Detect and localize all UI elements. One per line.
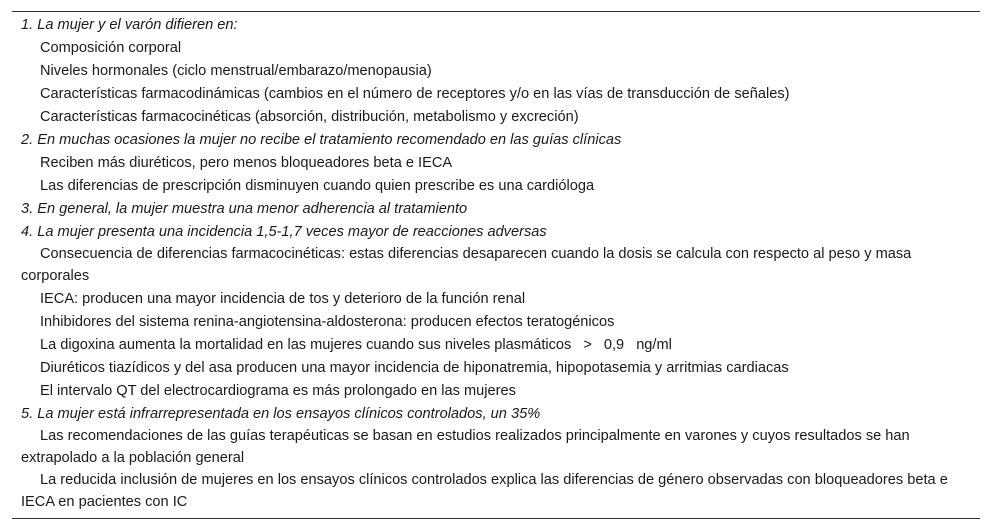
- digoxin-operator: >: [583, 337, 592, 353]
- list-item: Inhibidores del sistema renina-angiotensina-aldosterona: producen efectos teratogénicos: [40, 314, 615, 330]
- section-heading-1: 1. La mujer y el varón difieren en:: [21, 17, 238, 33]
- section-heading-3: 3. En general, la mujer muestra una menor adherencia al tratamiento: [21, 201, 468, 217]
- list-item: Niveles hormonales (ciclo menstrual/embarazo/menopausia): [40, 63, 432, 79]
- list-item: IECA: producen una mayor incidencia de tos y deterioro de la función renal: [40, 291, 526, 307]
- digoxin-value: 0,9: [603, 337, 625, 353]
- digoxin-text: La digoxina aumenta la mortalidad en las mujeres cuando sus niveles plasmáticos: [40, 337, 572, 353]
- list-item: La reducida inclusión de mujeres en los ensayos clínicos controlados explica las diferencias de género observadas con bloqueadores beta e IECA en pacientes con IC: [21, 472, 948, 510]
- digoxin-unit: ng/ml: [636, 337, 672, 353]
- list-item: Las recomendaciones de las guías terapéuticas se basan en estudios realizados principalmente en varones y cuyos resultados se han extrapolado a la población general: [21, 428, 910, 466]
- list-item: Composición corporal: [40, 40, 182, 56]
- section-heading-4: 4. La mujer presenta una incidencia 1,5-1,7 veces mayor de reacciones adversas: [21, 224, 547, 240]
- table-content: [12, 12, 980, 518]
- summary-table: [12, 11, 980, 519]
- list-item: Características farmacodinámicas (cambios en el número de receptores y/o en las vías de transducción de señales): [40, 86, 790, 102]
- list-item: Las diferencias de prescripción disminuyen cuando quien prescribe es una cardióloga: [40, 178, 595, 194]
- list-item: El intervalo QT del electrocardiograma es más prolongado en las mujeres: [40, 383, 516, 399]
- list-item: Características farmacocinéticas (absorción, distribución, metabolismo y excreción): [40, 109, 579, 125]
- digoxin-item: [21, 334, 952, 357]
- section-heading-2: 2. En muchas ocasiones la mujer no recibe el tratamiento recomendado en las guías clínicas: [21, 132, 622, 148]
- list-item: Diuréticos tiazídicos y del asa producen una mayor incidencia de hiponatremia, hipopotasemia y arritmias cardiacas: [40, 360, 789, 376]
- list-item: Reciben más diuréticos, pero menos bloqueadores beta e IECA: [40, 155, 453, 171]
- list-item: Consecuencia de diferencias farmacocinéticas: estas diferencias desaparecen cuando la dosis se calcula con respecto al peso y masa corporales: [21, 246, 912, 284]
- section-heading-5: 5. La mujer está infrarrepresentada en los ensayos clínicos controlados, un 35%: [21, 406, 541, 422]
